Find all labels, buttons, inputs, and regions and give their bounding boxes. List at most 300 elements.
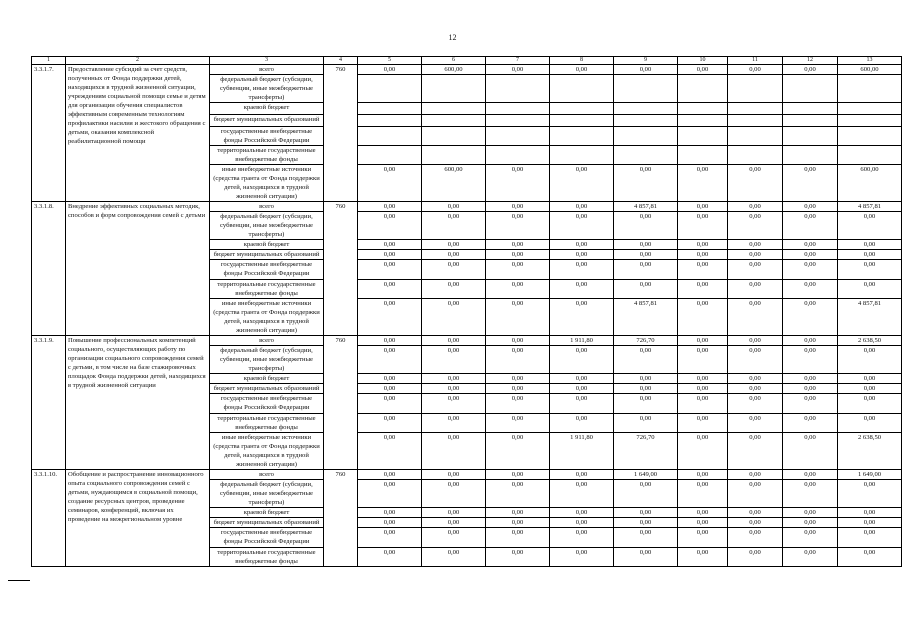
value-cell: 0,00	[486, 212, 550, 240]
value-cell: 0,00	[678, 299, 728, 336]
value-cell: 0,00	[486, 470, 550, 480]
value-cell	[678, 127, 728, 146]
value-cell: 0,00	[783, 240, 838, 250]
table-row	[32, 336, 902, 346]
value-cell: 726,70	[614, 433, 678, 470]
value-cell: 0,00	[838, 250, 902, 260]
value-cell: 0,00	[358, 65, 422, 75]
value-cell: 600,00	[838, 165, 902, 202]
value-cell	[358, 103, 422, 115]
funding-source: краевой бюджет	[210, 508, 324, 518]
value-cell: 0,00	[486, 508, 550, 518]
funding-source: краевой бюджет	[210, 240, 324, 250]
value-cell: 0,00	[358, 202, 422, 212]
section-number: 3.3.1.7.	[32, 65, 66, 202]
section-code: 760	[324, 336, 358, 470]
value-cell	[678, 115, 728, 127]
value-cell: 0,00	[486, 394, 550, 414]
value-cell: 0,00	[550, 212, 614, 240]
value-cell	[783, 115, 838, 127]
value-cell: 0,00	[358, 433, 422, 470]
value-cell	[678, 146, 728, 165]
value-cell: 0,00	[486, 384, 550, 394]
value-cell	[783, 146, 838, 165]
header-cell: 5	[358, 57, 422, 65]
value-cell	[678, 75, 728, 103]
value-cell: 0,00	[358, 518, 422, 528]
table-row	[32, 202, 902, 212]
value-cell: 0,00	[783, 280, 838, 299]
value-cell: 0,00	[783, 384, 838, 394]
value-cell: 0,00	[783, 528, 838, 548]
value-cell: 0,00	[783, 470, 838, 480]
value-cell: 0,00	[728, 212, 783, 240]
value-cell: 600,00	[422, 65, 486, 75]
value-cell: 0,00	[358, 480, 422, 508]
value-cell	[422, 146, 486, 165]
value-cell	[783, 103, 838, 115]
value-cell: 0,00	[422, 336, 486, 346]
value-cell: 1 649,00	[838, 470, 902, 480]
funding-source: государственные внебюджетные фонды Российской Федерации	[210, 394, 324, 414]
section-description: Обобщение и распространение инновационного опыта социального сопровождения семей с детьми, нуждающимся в социальной помощи, создание ресурсных центров, проведение семинаров, конференций, включая их проведение на межрегиональном уровне	[66, 470, 210, 567]
funding-source: иные внебюджетные источники (средства гранта от Фонда поддержки детей, находящихся в трудной жизненной ситуации)	[210, 299, 324, 336]
value-cell: 0,00	[422, 414, 486, 433]
funding-source: территориальные государственные внебюджетные фонды	[210, 280, 324, 299]
value-cell: 0,00	[838, 508, 902, 518]
value-cell: 0,00	[358, 346, 422, 374]
value-cell: 0,00	[614, 212, 678, 240]
value-cell	[614, 127, 678, 146]
funding-source: бюджет муниципальных образований	[210, 115, 324, 127]
value-cell: 0,00	[838, 260, 902, 280]
funding-source: иные внебюджетные источники (средства гранта от Фонда поддержки детей, находящихся в трудной жизненной ситуации)	[210, 165, 324, 202]
value-cell	[838, 75, 902, 103]
value-cell: 0,00	[550, 346, 614, 374]
value-cell: 0,00	[422, 518, 486, 528]
value-cell	[728, 115, 783, 127]
value-cell: 0,00	[550, 374, 614, 384]
value-cell: 600,00	[422, 165, 486, 202]
value-cell: 0,00	[486, 65, 550, 75]
value-cell: 0,00	[486, 374, 550, 384]
value-cell: 0,00	[486, 240, 550, 250]
value-cell	[486, 146, 550, 165]
value-cell: 0,00	[614, 384, 678, 394]
funding-source: всего	[210, 65, 324, 75]
value-cell	[783, 75, 838, 103]
value-cell: 0,00	[838, 528, 902, 548]
header-cell: 10	[678, 57, 728, 65]
funding-source: федеральный бюджет (субсидии, субвенции, иные межбюджетные трансферты)	[210, 212, 324, 240]
value-cell: 0,00	[486, 480, 550, 508]
value-cell: 0,00	[783, 299, 838, 336]
funding-source: бюджет муниципальных образований	[210, 250, 324, 260]
value-cell: 0,00	[550, 508, 614, 518]
value-cell: 0,00	[728, 518, 783, 528]
value-cell: 4 857,81	[838, 299, 902, 336]
value-cell: 0,00	[422, 299, 486, 336]
value-cell: 0,00	[838, 480, 902, 508]
section-description: Предоставление субсидий за счет средств, полученных от Фонда поддержки детей, находящихся в трудной жизненной ситуации, учреждениям социальной помощи семье и детям для организации обучения специалистов эффективным современным технологиям профилактики насилия и жестокого обращения с детьми, оказания комплексной реабилитационной помощи	[66, 65, 210, 202]
value-cell: 4 857,81	[838, 202, 902, 212]
value-cell	[358, 146, 422, 165]
value-cell: 0,00	[614, 414, 678, 433]
value-cell	[486, 103, 550, 115]
value-cell: 0,00	[728, 202, 783, 212]
value-cell: 0,00	[838, 384, 902, 394]
value-cell: 0,00	[678, 280, 728, 299]
section-description: Внедрение эффективных социальных методик, способов и форм сопровождения семей с детьми	[66, 202, 210, 336]
value-cell: 0,00	[358, 394, 422, 414]
value-cell: 0,00	[550, 299, 614, 336]
value-cell	[550, 75, 614, 103]
section-code: 760	[324, 202, 358, 336]
value-cell	[614, 115, 678, 127]
value-cell: 1 649,00	[614, 470, 678, 480]
value-cell: 0,00	[614, 394, 678, 414]
value-cell: 0,00	[614, 240, 678, 250]
value-cell	[614, 75, 678, 103]
value-cell: 0,00	[678, 518, 728, 528]
value-cell: 0,00	[358, 384, 422, 394]
value-cell	[728, 127, 783, 146]
value-cell: 0,00	[678, 548, 728, 567]
value-cell: 0,00	[678, 346, 728, 374]
table-row	[32, 470, 902, 480]
value-cell: 0,00	[783, 260, 838, 280]
value-cell: 0,00	[422, 480, 486, 508]
value-cell: 0,00	[728, 250, 783, 260]
value-cell: 0,00	[550, 518, 614, 528]
header-cell: 12	[783, 57, 838, 65]
value-cell: 0,00	[783, 65, 838, 75]
header-row	[32, 57, 902, 65]
value-cell: 0,00	[422, 470, 486, 480]
value-cell: 0,00	[550, 165, 614, 202]
value-cell: 0,00	[358, 212, 422, 240]
value-cell: 0,00	[728, 240, 783, 250]
value-cell: 0,00	[728, 433, 783, 470]
funding-source: краевой бюджет	[210, 103, 324, 115]
funding-source: краевой бюджет	[210, 374, 324, 384]
header-cell: 9	[614, 57, 678, 65]
value-cell: 0,00	[486, 528, 550, 548]
value-cell: 0,00	[422, 280, 486, 299]
value-cell: 0,00	[838, 240, 902, 250]
value-cell: 0,00	[486, 414, 550, 433]
value-cell: 0,00	[550, 528, 614, 548]
value-cell	[838, 127, 902, 146]
value-cell: 0,00	[838, 394, 902, 414]
value-cell: 0,00	[678, 480, 728, 508]
value-cell	[422, 103, 486, 115]
value-cell: 0,00	[678, 240, 728, 250]
value-cell: 0,00	[728, 414, 783, 433]
value-cell: 0,00	[486, 165, 550, 202]
value-cell: 0,00	[783, 336, 838, 346]
value-cell: 0,00	[486, 548, 550, 567]
value-cell: 0,00	[614, 548, 678, 567]
value-cell	[486, 115, 550, 127]
funding-source: иные внебюджетные источники (средства гранта от Фонда поддержки детей, находящихся в трудной жизненной ситуации)	[210, 433, 324, 470]
header-cell: 6	[422, 57, 486, 65]
budget-table	[31, 56, 902, 567]
value-cell: 0,00	[838, 548, 902, 567]
value-cell: 0,00	[728, 394, 783, 414]
value-cell: 0,00	[783, 165, 838, 202]
value-cell: 0,00	[614, 165, 678, 202]
value-cell: 0,00	[678, 384, 728, 394]
value-cell: 0,00	[678, 528, 728, 548]
funding-source: государственные внебюджетные фонды Российской Федерации	[210, 127, 324, 146]
value-cell: 0,00	[358, 165, 422, 202]
value-cell: 0,00	[838, 346, 902, 374]
value-cell: 0,00	[422, 394, 486, 414]
value-cell: 0,00	[422, 374, 486, 384]
value-cell: 0,00	[783, 212, 838, 240]
value-cell: 0,00	[728, 65, 783, 75]
value-cell: 0,00	[614, 346, 678, 374]
value-cell: 0,00	[550, 470, 614, 480]
value-cell: 0,00	[614, 250, 678, 260]
value-cell: 0,00	[783, 508, 838, 518]
value-cell: 1 911,80	[550, 336, 614, 346]
value-cell: 0,00	[358, 280, 422, 299]
funding-source: бюджет муниципальных образований	[210, 518, 324, 528]
value-cell	[838, 103, 902, 115]
value-cell: 0,00	[783, 250, 838, 260]
funding-source: государственные внебюджетные фонды Российской Федерации	[210, 260, 324, 280]
value-cell: 0,00	[728, 548, 783, 567]
value-cell: 0,00	[614, 65, 678, 75]
value-cell	[838, 146, 902, 165]
value-cell: 0,00	[358, 299, 422, 336]
table-body	[32, 57, 902, 567]
value-cell: 0,00	[728, 384, 783, 394]
value-cell: 0,00	[728, 470, 783, 480]
value-cell: 0,00	[678, 212, 728, 240]
funding-source: всего	[210, 336, 324, 346]
value-cell: 0,00	[358, 548, 422, 567]
value-cell: 2 638,50	[838, 336, 902, 346]
value-cell	[550, 127, 614, 146]
value-cell: 0,00	[728, 480, 783, 508]
value-cell: 0,00	[422, 346, 486, 374]
value-cell: 0,00	[783, 202, 838, 212]
value-cell: 0,00	[550, 280, 614, 299]
value-cell	[358, 127, 422, 146]
value-cell	[728, 103, 783, 115]
value-cell: 0,00	[728, 508, 783, 518]
value-cell	[358, 115, 422, 127]
value-cell: 0,00	[550, 394, 614, 414]
value-cell: 0,00	[550, 65, 614, 75]
value-cell: 0,00	[678, 414, 728, 433]
value-cell: 0,00	[678, 394, 728, 414]
funding-source: федеральный бюджет (субсидии, субвенции, иные межбюджетные трансферты)	[210, 75, 324, 103]
value-cell: 4 857,81	[614, 299, 678, 336]
header-cell: 7	[486, 57, 550, 65]
value-cell: 0,00	[678, 250, 728, 260]
funding-source: территориальные государственные внебюджетные фонды	[210, 414, 324, 433]
value-cell: 0,00	[678, 336, 728, 346]
value-cell	[783, 127, 838, 146]
value-cell: 0,00	[358, 336, 422, 346]
value-cell	[550, 146, 614, 165]
value-cell: 0,00	[838, 212, 902, 240]
value-cell: 0,00	[678, 433, 728, 470]
value-cell: 0,00	[678, 470, 728, 480]
value-cell: 0,00	[486, 336, 550, 346]
header-cell: 2	[66, 57, 210, 65]
value-cell: 0,00	[486, 299, 550, 336]
value-cell	[838, 115, 902, 127]
value-cell: 0,00	[838, 374, 902, 384]
value-cell: 0,00	[550, 240, 614, 250]
value-cell: 0,00	[422, 508, 486, 518]
value-cell	[422, 127, 486, 146]
value-cell: 0,00	[550, 414, 614, 433]
section-number: 3.3.1.9.	[32, 336, 66, 470]
value-cell: 0,00	[678, 260, 728, 280]
value-cell: 0,00	[783, 394, 838, 414]
section-description: Повышение профессиональных компетенций социального, осуществляющих работу по организации социального сопровождения семей с детьми, в том числе на базе стажировочных площадок Фонда поддержки детей, находящихся в трудной жизненной ситуации	[66, 336, 210, 470]
value-cell: 0,00	[358, 250, 422, 260]
value-cell: 0,00	[422, 202, 486, 212]
value-cell: 0,00	[728, 336, 783, 346]
value-cell: 0,00	[550, 480, 614, 508]
value-cell: 0,00	[486, 260, 550, 280]
value-cell: 0,00	[783, 346, 838, 374]
value-cell: 0,00	[422, 260, 486, 280]
funding-source: государственные внебюджетные фонды Российской Федерации	[210, 528, 324, 548]
value-cell: 0,00	[486, 250, 550, 260]
value-cell	[728, 75, 783, 103]
value-cell	[486, 127, 550, 146]
value-cell: 0,00	[614, 260, 678, 280]
value-cell: 0,00	[614, 508, 678, 518]
value-cell: 0,00	[422, 240, 486, 250]
value-cell: 0,00	[783, 414, 838, 433]
header-cell: 13	[838, 57, 902, 65]
value-cell: 0,00	[358, 260, 422, 280]
value-cell: 0,00	[783, 374, 838, 384]
header-cell: 8	[550, 57, 614, 65]
value-cell: 1 911,80	[550, 433, 614, 470]
value-cell: 0,00	[358, 528, 422, 548]
value-cell: 0,00	[422, 433, 486, 470]
value-cell: 4 857,81	[614, 202, 678, 212]
value-cell	[422, 115, 486, 127]
value-cell: 0,00	[358, 374, 422, 384]
funding-source: всего	[210, 202, 324, 212]
value-cell: 0,00	[614, 518, 678, 528]
value-cell: 0,00	[486, 518, 550, 528]
value-cell	[550, 115, 614, 127]
funding-source: территориальные государственные внебюджетные фонды	[210, 146, 324, 165]
funding-source: бюджет муниципальных образований	[210, 384, 324, 394]
value-cell: 0,00	[678, 165, 728, 202]
value-cell: 0,00	[422, 548, 486, 567]
value-cell: 0,00	[422, 528, 486, 548]
section-code: 760	[324, 470, 358, 567]
value-cell: 0,00	[678, 374, 728, 384]
value-cell	[678, 103, 728, 115]
value-cell: 0,00	[358, 508, 422, 518]
value-cell: 0,00	[728, 165, 783, 202]
value-cell: 0,00	[728, 260, 783, 280]
value-cell: 0,00	[550, 202, 614, 212]
table-row	[32, 65, 902, 75]
value-cell: 0,00	[783, 433, 838, 470]
value-cell: 0,00	[783, 548, 838, 567]
value-cell	[550, 103, 614, 115]
value-cell: 0,00	[358, 414, 422, 433]
header-cell: 4	[324, 57, 358, 65]
value-cell: 0,00	[838, 518, 902, 528]
value-cell: 0,00	[422, 212, 486, 240]
header-cell: 1	[32, 57, 66, 65]
value-cell: 0,00	[550, 548, 614, 567]
header-cell: 3	[210, 57, 324, 65]
value-cell	[614, 146, 678, 165]
header-cell: 11	[728, 57, 783, 65]
value-cell: 0,00	[550, 384, 614, 394]
funding-source: всего	[210, 470, 324, 480]
value-cell: 0,00	[486, 433, 550, 470]
value-cell: 0,00	[728, 280, 783, 299]
value-cell	[358, 75, 422, 103]
section-code: 760	[324, 65, 358, 202]
value-cell: 0,00	[678, 508, 728, 518]
section-number: 3.3.1.8.	[32, 202, 66, 336]
value-cell: 0,00	[358, 470, 422, 480]
value-cell: 0,00	[486, 202, 550, 212]
value-cell: 0,00	[728, 346, 783, 374]
value-cell: 0,00	[486, 280, 550, 299]
value-cell: 0,00	[678, 65, 728, 75]
funding-source: территориальные государственные внебюджетные фонды	[210, 548, 324, 567]
margin-line	[8, 580, 30, 581]
value-cell: 0,00	[728, 299, 783, 336]
value-cell: 0,00	[678, 202, 728, 212]
value-cell	[422, 75, 486, 103]
funding-source: федеральный бюджет (субсидии, субвенции, иные межбюджетные трансферты)	[210, 480, 324, 508]
value-cell: 0,00	[614, 528, 678, 548]
value-cell: 0,00	[838, 280, 902, 299]
value-cell	[728, 146, 783, 165]
value-cell: 0,00	[783, 480, 838, 508]
value-cell: 0,00	[838, 414, 902, 433]
value-cell: 0,00	[550, 250, 614, 260]
section-number: 3.3.1.10.	[32, 470, 66, 567]
value-cell: 0,00	[614, 374, 678, 384]
value-cell: 726,70	[614, 336, 678, 346]
page-number: 12	[448, 33, 457, 42]
value-cell: 0,00	[486, 346, 550, 374]
value-cell: 0,00	[614, 280, 678, 299]
value-cell: 0,00	[783, 518, 838, 528]
value-cell: 0,00	[422, 250, 486, 260]
value-cell: 2 638,50	[838, 433, 902, 470]
value-cell: 0,00	[422, 384, 486, 394]
value-cell: 0,00	[728, 374, 783, 384]
value-cell	[486, 75, 550, 103]
value-cell: 0,00	[358, 240, 422, 250]
value-cell	[614, 103, 678, 115]
value-cell: 0,00	[614, 480, 678, 508]
